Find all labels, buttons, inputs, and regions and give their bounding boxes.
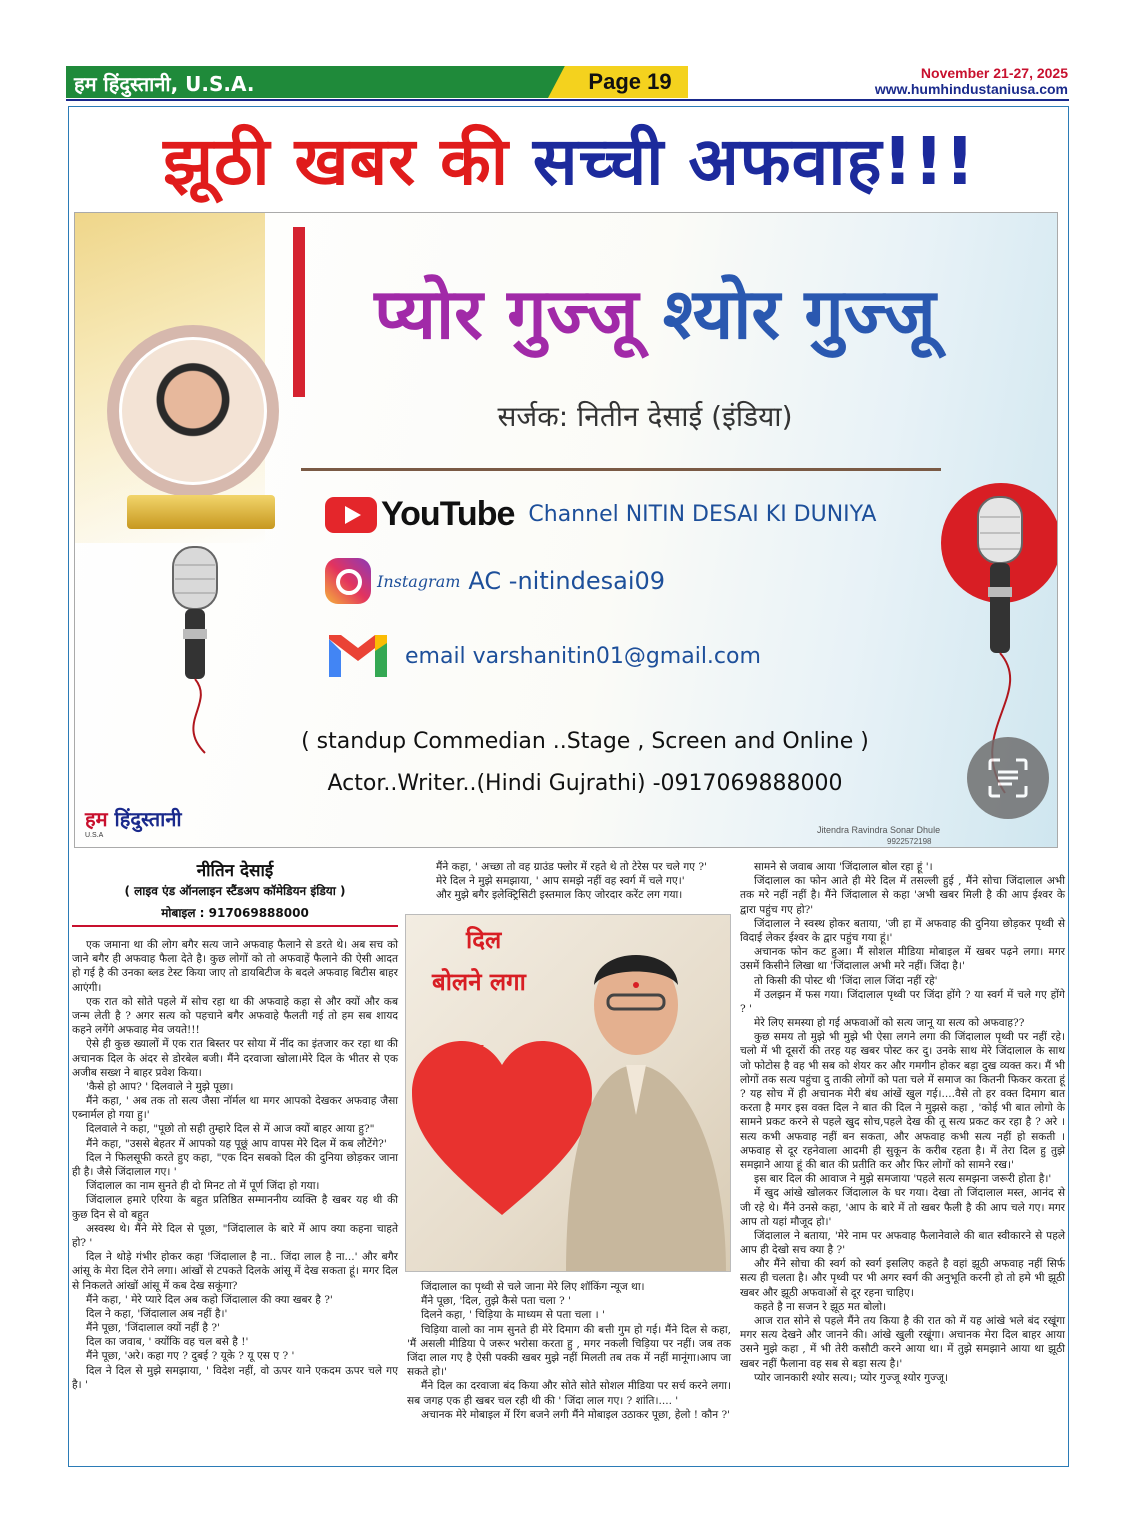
paragraph: मैंने कहा, ' अब तक तो सत्य जैसा नॉर्मल था मगर आपको देखकर अफवाह जैसा एब्नार्मल हो गया हु।' — [72, 1095, 398, 1122]
article-photo — [405, 914, 731, 1272]
paragraph: इस बार दिल की आवाज ने मुझे समजाया 'पहले सत्य समझना जरूरी होता है।' — [754, 1173, 1052, 1186]
paragraph: अचानक फोन कट हुआ। मैं सोशल मीडिया मोबाइल में खबर पढ़ने लगा। मगर उसमें किसीने लिखा था 'जिंदालाल अभी मरे नहीं। जिंदा है।' — [740, 946, 1065, 973]
newspaper-logo — [85, 805, 182, 839]
paragraph: दिल ने फिलसूफी करते हुए कहा, "एक दिन सबको दिल की दुनिया छोड़कर जाना ही है। जैसे जिंदालाल गए। ' — [72, 1151, 398, 1178]
paragraph: मैंने पूछा, 'अरे। कहा गए ? दुबई ? यूके ? यू एस ए ? ' — [86, 1350, 295, 1363]
photo-caption-line2: बोलने लगा — [432, 968, 526, 996]
masthead-title: हम हिंदुस्तानी, U.S.A. — [74, 72, 255, 96]
banner-title — [285, 263, 1025, 359]
article-column-1 — [72, 938, 398, 1392]
paragraph: जिंदालाल हमारे एरिया के बहुत प्रतिष्ठित सम्माननीय व्यक्ति है खबर यह थी की कुछ दिन से वो बहुत — [72, 1194, 398, 1221]
author-phone: मोबाइल : 917069888000 — [161, 906, 309, 920]
banner-title-part1: प्योर गुज्जू — [374, 272, 663, 355]
instagram-row — [325, 558, 665, 604]
paragraph: दिल का जवाब, ' क्योंकि वह चल बसे है !' — [86, 1336, 249, 1349]
gold-ribbon — [127, 495, 275, 529]
banner-credit: Jitendra Ravindra Sonar Dhule — [817, 825, 941, 835]
email-address: email varshanitin01@gmail.com — [405, 643, 761, 669]
paragraph: जिंदालाल का नाम सुनते ही दो मिनट तो में पूर्ण जिंदा हो गया। — [86, 1180, 320, 1193]
article-column-2 — [407, 1280, 731, 1422]
logo-word-b: हिंदुस्तानी — [114, 807, 182, 831]
paragraph: जिंदालाल ने स्वस्थ होकर बताया, 'जी हा में अफवाह की दुनिया छोड़कर पृथ्वी से विदाई लेकर ईश्वर के द्वार पहुंच गया हूं।' — [740, 917, 1065, 944]
email-row — [325, 631, 761, 681]
author-photo-figure — [556, 935, 726, 1272]
logo-word-a: हम — [85, 807, 115, 831]
youtube-wordmark: YouTube — [381, 495, 515, 533]
paragraph: जिंदालाल ने बताया, 'मेरे नाम पर अफवाह फैलानेवाले की बात स्वीकारने से पहले आप ही देखो सच क्या है ?' — [740, 1229, 1065, 1257]
paragraph: तो किसी की पोस्ट थी 'जिंदा लाल जिंदा नहीं रहे' — [754, 974, 938, 987]
instagram-account: AC -nitindesai09 — [468, 567, 666, 595]
paragraph: कहते है ना सजन रे झूठ मत बोलो। — [754, 1300, 887, 1313]
youtube-channel: Channel NITIN DESAI KI DUNIYA — [528, 502, 877, 527]
paragraph: मेरे लिए समस्या हो गई अफवाओं को सत्य जानू या सत्य को अफवाह?? — [754, 1017, 1025, 1030]
paragraph: चिड़िया वालो का नाम सुनते ही मेरे दिमाग की बत्ती गुम हो गई। मैंने दिल से कहा, 'मैं असली मीडिया पे जरूर भरोसा करता हु , मगर नकली चिड़िया पर नहीं। जब तक जिंदा लाल गए है ऐसी पक्की खबर मुझे नहीं मिलती तब तक में नहीं मानूंगा।आप जा सकते हो।' — [407, 1323, 731, 1379]
banner-contact-line: Actor..Writer..(Hindi Gujrathi) -0917069888000 — [327, 771, 843, 796]
issue-date: November 21-27, 2025 — [920, 65, 1068, 81]
author-name: नीतिन देसाई — [196, 861, 274, 881]
banner-credit-phone: 9922572198 — [887, 837, 932, 846]
banner-creator: सर्जक: नितीन देसाई (इंडिया) — [497, 400, 793, 433]
paragraph: अचानक मेरे मोबाइल में रिंग बजने लगी मैंने मोबाइल उठाकर पूछा, हेलो ! कौन ?' — [421, 1408, 731, 1421]
article-column-3 — [740, 860, 1065, 1385]
paragraph: मेरे दिल ने मुझे समझाया, ' आप समझे नहीं वह स्वर्ग में चले गए।' — [436, 875, 685, 888]
paragraph: दिल ने कहा, 'जिंदालाल अब नहीं है।' — [86, 1307, 228, 1320]
article-column-2-top — [422, 860, 732, 903]
author-portrait — [119, 337, 267, 485]
paragraph: और मुझे बगैर इलेक्ट्रिसिटी इस्तमाल किए जोरदार करेंट लग गया। — [436, 889, 683, 902]
paragraph: सामने से जवाब आया 'जिंदालाल बोल रहा हूं '। — [754, 861, 933, 873]
photo-caption-line1: दिल — [466, 926, 502, 954]
banner-divider — [301, 468, 941, 471]
paragraph: जिंदालाल का फोन आते ही मेरे दिल में तसल्ली हुई , मैंने सोचा जिंदालाल अभी तक मरे नहीं नहीं है। मैंने जिंदालाल से कहा 'अभी खबर मिली है की आप ईश्वर के द्वारा पहुंच गए हो?' — [740, 875, 1065, 916]
byline-divider — [72, 925, 398, 927]
paragraph: में उलझन में फस गया। जिंदालाल पृथ्वी पर जिंदा होंगे ? या स्वर्ग में चले गए होंगे ? ' — [740, 988, 1065, 1015]
instagram-wordmark: Instagram — [377, 571, 461, 591]
masthead-divider — [66, 99, 1069, 101]
banner-title-part2: श्योर गुज्जू — [662, 272, 936, 355]
paragraph: मैंने कहा, "उससे बेहतर में आपको यह पूछूं आप वापस मेरे दिल में कब लौटेंगे?' — [86, 1137, 387, 1150]
banner-tagline: ( standup Commedian ..Stage , Screen and Online ) — [301, 729, 869, 754]
paragraph: ऐसे ही कुछ ख्यालों में एक रात बिस्तर पर सोया में नींद का इंतजार कर रहा था की अचानक दिल के अंदर से डोरबेल बजी। मैंने दरवाजा खोला।मेरे दिल के भीतर से एक अजीब सख्श ने बाहर प्रवेश किया। — [72, 1038, 398, 1079]
paragraph: दिलवाले ने कहा, "पूछो तो सही तुम्हारे दिल से में आज क्यों बाहर आया हु?" — [86, 1123, 375, 1136]
page-number: Page 19 — [588, 69, 672, 94]
youtube-row — [325, 495, 876, 534]
headline-part1: झूठी खबर की — [163, 123, 533, 200]
paragraph: मैंने कहा, ' अच्छा तो वह ग्राउंड फ्लोर में रहते थे तो टेरेस पर चले गए ?' — [436, 861, 707, 873]
instagram-icon — [325, 558, 371, 604]
paragraph: में खुद आंखे खोलकर जिंदालाल के घर गया। देखा तो जिंदालाल मस्त, आनंद से जी रहे थे। मैंने उनसे कहा, 'आप के बारे में तो खबर फैली है की आप चले गए। मगर आप तो यहां मौजूद हो।' — [740, 1187, 1065, 1228]
paragraph: मैंने पूछा, 'दिल, तुझे कैसे पता चला ? ' — [421, 1295, 571, 1308]
text-scan-button[interactable] — [967, 737, 1049, 819]
paragraph: प्योर जानकारी श्योर सत्य।; प्योर गुज्जू श्योर गुज्जू। — [754, 1371, 949, 1384]
paragraph: मैंने कहा, ' मेरे प्यारे दिल अब कहो जिंदालाल की क्या खबर है ?' — [86, 1293, 333, 1306]
paragraph: दिलने कहा, ' चिड़िया के माध्यम से पता चला । ' — [421, 1309, 605, 1322]
paragraph: कुछ समय तो मुझे भी मुझे भी ऐसा लगने लगा की जिंदालाल पृथ्वी पर नहीं रहे। चलो में भी दूसरों की तरह यह खबर पोस्ट कर दु। उनके साथ मेरे जिंदालाल के साथ जो फोटोस है वह भी सब को शेयर कर और गमगीन होकर बड़ा दुख व्यक्त कर। मैं भी लोगों तक सत्य पहुंचा दु ताकी लोगों को पता चले में समाज का कितनी फिकर करता हूं ? यह सोच में ही अचानक मेरी बंध आंखें खुल गई।....वैसे तो हर वक्त दिमाग बात करता है मगर इस वक्त दिल ने बात की दिल ने मुझसे कहा , 'कोई भी बात लोगो के सामने प्रकट करने से पहले खुद सोच,पहले देख की तू सत्य प्रकट कर रहा है ? अरे । सत्य कभी अफवाह नहीं बन सकता, और अफवाह कभी सत्य नहीं हो सकती । अफवाह से दूर रहनेवाला आदमी ही सुकून के करीब रहता है। में तेरा दिल हु तुझे समझाने आया हूं की बात की प्रतीति कर और फिर लोगों को सामने रख।' — [740, 1031, 1065, 1171]
paragraph: एक रात को सोते पहले में सोच रहा था की अफवाहे कहा से और क्यों और कब जन्म लेती है ? अगर सत्य को पहचाने बगैर अफवाहे फैलती गई तो हम सब शायद कहने लगेंगे अफवाह मेव जयते!!! — [72, 995, 398, 1037]
paragraph: अस्वस्थ थे। मैंने मेरे दिल से पूछा, "जिंदालाल के बारे में आप क्या कहना चाहते हो? ' — [72, 1222, 398, 1249]
youtube-icon — [325, 497, 377, 533]
paragraph: आज रात सोने से पहले मैंने तय किया है की रात को में यह आंखे भले बंद रखूंगा मगर सत्य देखने और जानने की। आंखे खुली रखूंगा। अचानक मेरा दिल बाहर आया उसने मुझे कहा , में भी तेरी कसौटी करने आया था। में तुझे समझाने आया था झूठी खबर नहीं फैलाना वह सब से बड़ा सत्य है।' — [740, 1315, 1065, 1370]
paragraph: 'कैसे हो आप? ' दिलवाले ने मुझे पूछा। — [86, 1080, 234, 1093]
promo-banner — [74, 212, 1058, 848]
logo-tag: U.S.A — [85, 832, 104, 839]
author-role: ( लाइव एंड ऑनलाइन स्टैंडअप कॉमेडियन इंडिया ) — [124, 884, 346, 898]
website-link[interactable]: www.humhindustaniusa.com — [874, 81, 1068, 97]
paragraph: और मैंने सोचा की स्वर्ग को स्वर्ग इसलिए कहते है वहां झूठी अफवाह नहीं सिर्फ सत्य ही चलता है। और पृथ्वी पर भी अगर स्वर्ग की अनुभूति करनी हो तो हमे भी झूठी खबर और झूठी अफवाओं से दूर रहना चाहिए। — [740, 1258, 1065, 1299]
paragraph: दिल ने दिल से मुझे समझाया, ' विदेश नहीं, वो ऊपर याने एकदम ऊपर चले गए है। ' — [72, 1364, 398, 1391]
microphone-icon — [155, 543, 235, 763]
headline — [72, 114, 1067, 204]
scan-text-icon — [986, 756, 1030, 800]
paragraph: दिल ने थोड़े गंभीर होकर कहा 'जिंदालाल है ना.. जिंदा लाल है ना...' और बगैर आंसू के मेरा दिल रोने लगा। आंखों से टपकते दिलके आंसू में देख सकता हूं। मगर दिल से निकलते आंखों आंसू में कब देख सकूंगा? — [72, 1251, 398, 1292]
paragraph: जिंदालाल का पृथ्वी से चले जाना मेरे लिए शॉकिंग न्यूज था। — [421, 1281, 645, 1293]
headline-part2: सच्ची अफवाह!!! — [532, 123, 976, 200]
paragraph: मैंने पूछा, 'जिंदालाल क्यों नहीं है ?' — [86, 1322, 220, 1335]
gmail-icon — [325, 631, 391, 681]
paragraph: मैंने दिल का दरवाजा बंद किया और सोते सोते सोशल मीडिया पर सर्च करने लगा। सब जगह एक ही खबर चल रही थी की ' जिंदा लाल गए। ? शांति।.... ' — [407, 1380, 731, 1407]
paragraph: एक जमाना था की लोग बगैर सत्य जाने अफवाह फैलाने से डरते थे। अब सच को जाने बगैर ही अफवाह फैला देते है। कुछ लोगों को तो अफवाहें फैलाने की ऐसी आदत हो गई है की उनका ब्लड टेस्ट किया जाए तो डायबिटीज के बदले अफवाह बिटीस बाहर आएंगी। — [72, 939, 398, 994]
author-portrait-frame — [107, 325, 279, 497]
